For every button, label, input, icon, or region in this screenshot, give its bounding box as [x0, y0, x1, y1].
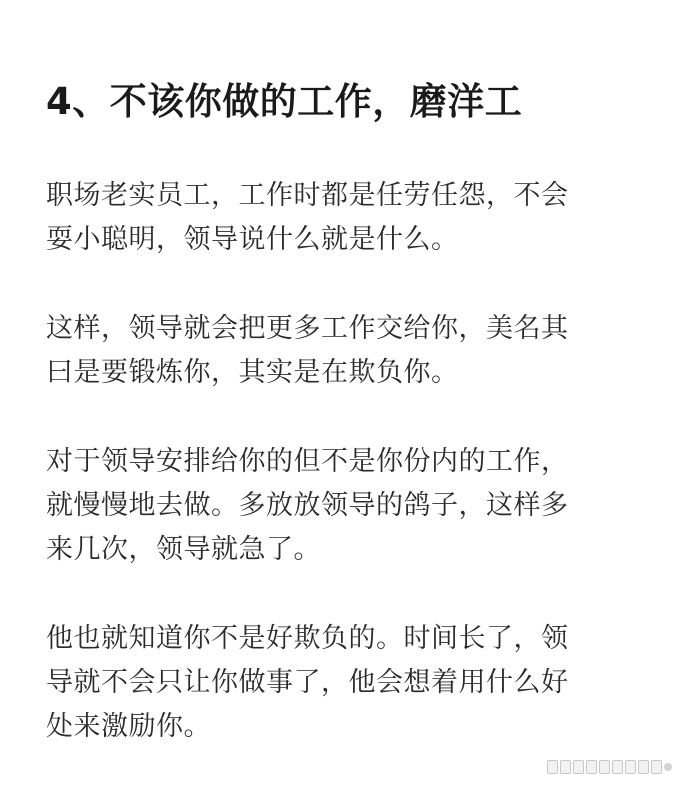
paragraph-line: 他也就知道你不是好欺负的。时间长了，领 — [46, 623, 569, 654]
watermark-logo-icon — [547, 758, 672, 776]
watermark-box-icon — [612, 760, 623, 774]
paragraph-line: 曰是要锻炼你，其实是在欺负你。 — [46, 357, 459, 388]
paragraph-line: 耍小聪明，领导说什么就是什么。 — [46, 224, 459, 255]
paragraph-line: 这样，领导就会把更多工作交给你，美名其 — [46, 313, 569, 344]
watermark-dot-icon — [664, 763, 672, 771]
paragraph-line: 就慢慢地去做。多放放领导的鸽子，这样多 — [46, 490, 569, 521]
watermark-box-icon — [573, 760, 584, 774]
watermark-box-icon — [560, 760, 571, 774]
watermark-box-icon — [547, 760, 558, 774]
watermark-box-icon — [638, 760, 649, 774]
paragraph-line: 导就不会只让你做事了，他会想着用什么好 — [46, 667, 569, 698]
watermark-box-icon — [599, 760, 610, 774]
watermark-box-icon — [586, 760, 597, 774]
article — [46, 76, 646, 749]
paragraph-3 — [46, 440, 646, 572]
paragraph-line: 处来激励你。 — [46, 711, 211, 742]
paragraph-line: 来几次，领导就急了。 — [46, 534, 321, 565]
watermark-box-icon — [651, 760, 662, 774]
paragraph-line: 职场老实员工，工作时都是任劳任怨，不会 — [46, 180, 569, 211]
watermark-box-icon — [625, 760, 636, 774]
paragraph-2 — [46, 307, 646, 395]
paragraph-line: 对于领导安排给你的但不是你份内的工作， — [46, 446, 569, 477]
paragraph-1 — [46, 174, 646, 262]
article-title: 4、不该你做的工作，磨洋工 — [46, 80, 523, 123]
paragraph-4 — [46, 617, 646, 749]
